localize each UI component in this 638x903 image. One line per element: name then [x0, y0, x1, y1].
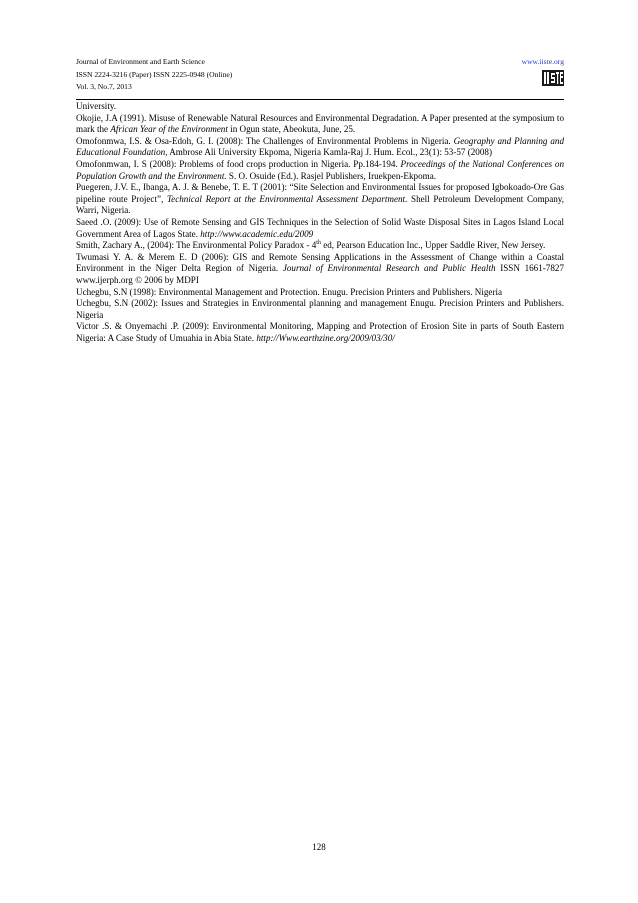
- iiste-logo-icon: [542, 68, 564, 88]
- reference-entry: [76, 101, 564, 113]
- reference-text: Omofonmwan, I. S (2008): Problems of food crops production in Nigeria. Pp.184-194.: [76, 158, 401, 169]
- reference-entry: [76, 113, 564, 136]
- reference-text: Ambrose Ali University Ekpoma, Nigeria Kamla-Raj J. Hum. Ecol., 23(1): 53-57 (2008): [167, 147, 492, 158]
- reference-text: Uchegbu, S.N (1998): Environmental Management and Protection. Enugu. Precision Printers and Publishers. Nigeria: [76, 286, 503, 297]
- reference-entry: [76, 159, 564, 182]
- reference-text: Shell Petroleum Development Company, Warri, Nigeria.: [76, 193, 565, 216]
- reference-italic-text: African Year of the Environment: [110, 124, 228, 135]
- header-divider: [76, 99, 564, 100]
- reference-italic-text: Geography and Planning and Educational Foundation,: [76, 135, 564, 158]
- reference-italic-text: Technical Report at the Environmental Assessment Department.: [166, 193, 408, 204]
- reference-entry: [76, 287, 564, 299]
- reference-entry: [76, 321, 564, 344]
- reference-text: Uchegbu, S.N (2002): Issues and Strategies in Environmental planning and management Enugu. Precision Printers and Publishers. Nigeria: [76, 298, 564, 320]
- journal-url-link[interactable]: www.iiste.org: [521, 57, 564, 66]
- reference-entry: [76, 252, 564, 287]
- reference-italic-text: Proceedings of the National Conferences on Population Growth and the Environment.: [76, 158, 564, 181]
- reference-entry: [76, 136, 564, 159]
- reference-text: Smith, Zachary A., (2004): The Environmental Policy Paradox - 4: [76, 240, 317, 251]
- reference-entry: [76, 298, 564, 321]
- reference-text: Okojie, J.A (1991). Misuse of Renewable Natural Resources and Environmental Degradation. A Paper presented at the symposium to mark the: [76, 112, 564, 135]
- reference-italic-text: Journal of Environmental Research and Public Health: [282, 263, 496, 274]
- reference-text: Puegeren, J.V. E., Ibanga, A. J. & Benebe, T. E. T (2001): “Site Selection and Environmental Issues for proposed Igbokoado-Ore Gas pipeline route Project”,: [76, 182, 564, 204]
- reference-text: S. O. Osuide (Ed.). Rasjel Publishers, Iruekpen-Ekpoma.: [226, 170, 436, 181]
- reference-text: ISSN 1661-7827 www.ijerph.org © 2006 by MDPI: [76, 263, 564, 285]
- reference-text: Saeed .O. (2009): Use of Remote Sensing and GIS Techniques in the Selection of Solid Waste Disposal Sites in Lagos Island Local Government Area of Lagos State.: [76, 216, 564, 239]
- reference-text: ed, Pearson Education Inc., Upper Saddle River, New Jersey.: [320, 240, 546, 251]
- page-header: [76, 56, 564, 94]
- page-number: 128: [312, 842, 326, 852]
- reference-text: Twumasi Y. A. & Merem E. D (2006): GIS and Remote Sensing Applications in the Assessment of Change within a Coastal Environment in the Niger Delta Region of Nigeria.: [76, 251, 564, 274]
- reference-entry: [76, 240, 564, 252]
- reference-entry: [76, 182, 564, 217]
- journal-title: Journal of Environment and Earth Science: [76, 57, 205, 66]
- issn-line: ISSN 2224-3216 (Paper) ISSN 2225-0948 (Online): [76, 69, 233, 79]
- reference-italic-text: http://www.academic.edu/2009: [200, 228, 314, 239]
- reference-italic-text: http://Www.earthzine.org/2009/03/30/: [256, 332, 395, 343]
- reference-text: Omofonmwa, I.S. & Osa-Edoh, G. I. (2008): The Challenges of Environmental Problems in Nigeria.: [76, 135, 454, 146]
- references-list: [76, 101, 564, 344]
- volume-line: Vol. 3, No.7, 2013: [76, 82, 132, 91]
- reference-text: in Ogun state, Abeokuta, June, 25.: [227, 124, 356, 135]
- reference-entry: [76, 217, 564, 240]
- reference-superscript: th: [316, 240, 321, 247]
- reference-text: Victor .S. & Onyemachi .P. (2009): Environmental Monitoring, Mapping and Protection of Erosion Site in parts of South Eastern Nigeria: A Case Study of Umuahia in Abia State.: [76, 321, 564, 343]
- reference-text: University.: [76, 101, 117, 111]
